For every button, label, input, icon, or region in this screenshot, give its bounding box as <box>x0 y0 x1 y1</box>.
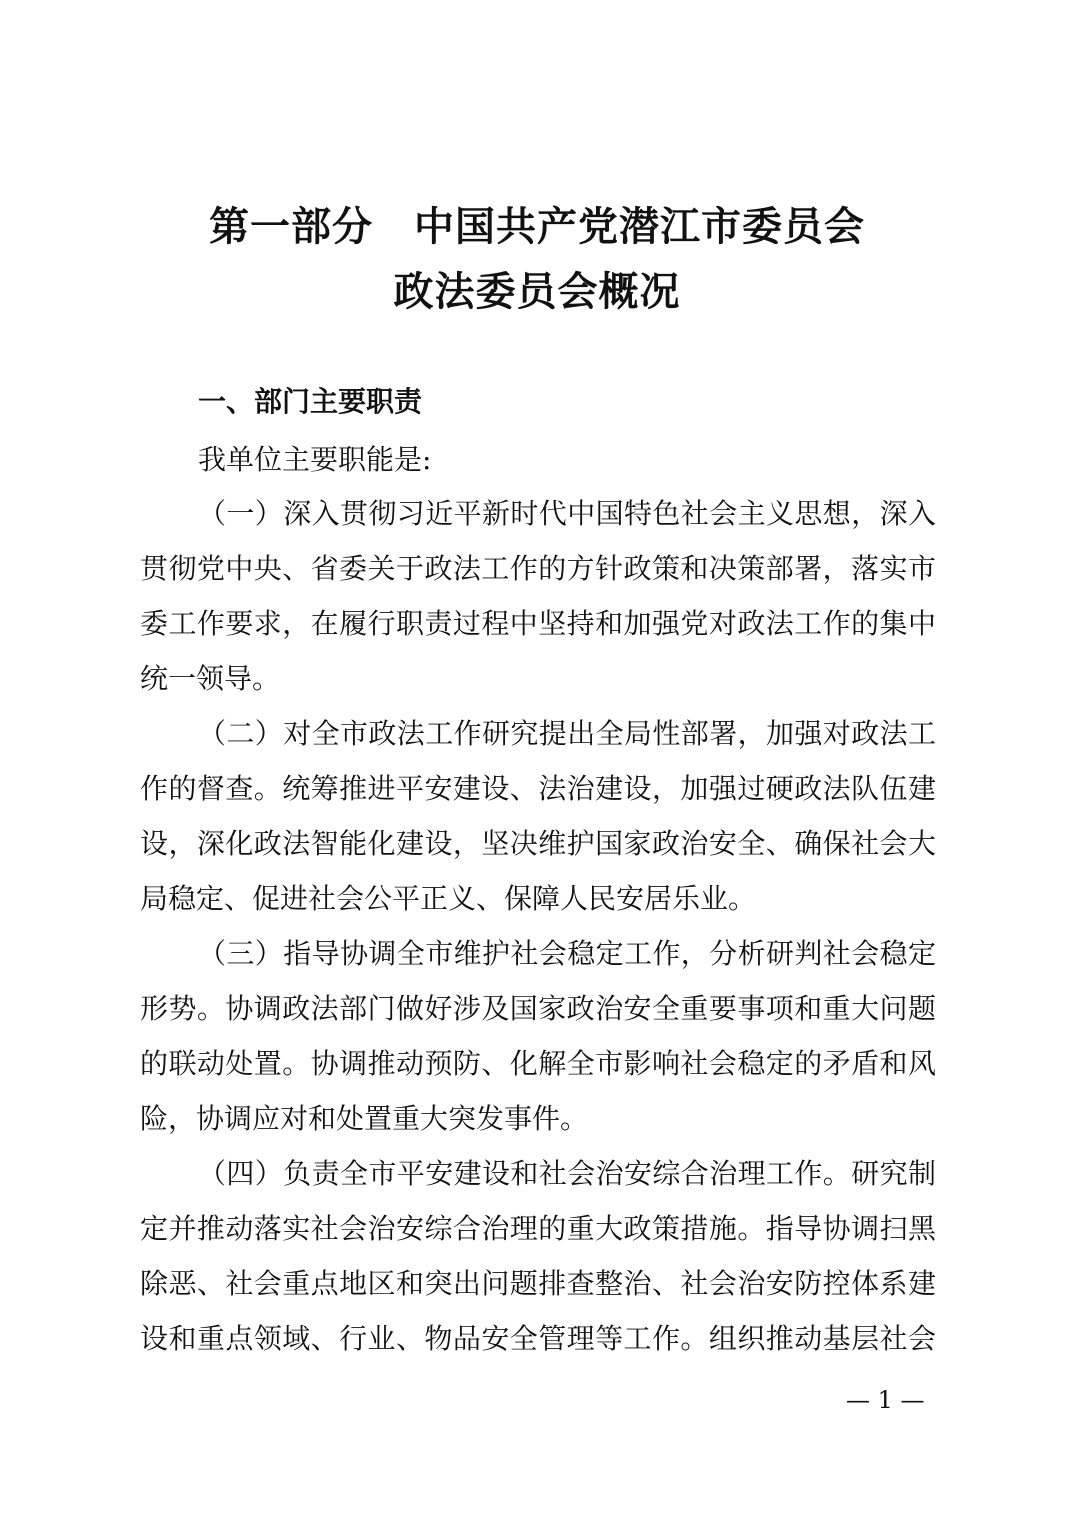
paragraph-4-line-2: 定并推动落实社会治安综合治理的重大政策措施。指导协调扫黑 <box>140 1212 936 1245</box>
paragraph-2-line-4: 局稳定、促进社会公平正义、保障人民安居乐业。 <box>140 882 757 915</box>
page-number: — 1 — <box>846 1386 925 1414</box>
paragraph-4-line-4: 设和重点领域、行业、物品安全管理等工作。组织推动基层社会 <box>140 1322 936 1355</box>
document-title-line-1: 第一部分 中国共产党潜江市委员会 <box>209 204 865 250</box>
paragraph-3-line-3: 的联动处置。协调推动预防、化解全市影响社会稳定的矛盾和风 <box>140 1047 936 1080</box>
paragraph-2-line-3: 设，深化政法智能化建设，坚决维护国家政治安全、确保社会大 <box>140 827 936 860</box>
section-heading: 一、部门主要职责 <box>198 385 423 418</box>
paragraph-3-line-1: （三）指导协调全市维护社会稳定工作，分析研判社会稳定 <box>198 937 936 970</box>
paragraph-2-line-2: 作的督查。统筹推进平安建设、法治建设，加强过硬政法队伍建 <box>140 772 936 805</box>
paragraph-4-line-1: （四）负责全市平安建设和社会治安综合治理工作。研究制 <box>198 1157 936 1190</box>
document-title-line-2: 政法委员会概况 <box>393 269 681 315</box>
intro-text: 我单位主要职能是: <box>198 443 432 476</box>
paragraph-1-line-2: 贯彻党中央、省委关于政法工作的方针政策和决策部署，落实市 <box>140 552 936 585</box>
paragraph-3-line-2: 形势。协调政法部门做好涉及国家政治安全重要事项和重大问题 <box>140 992 936 1025</box>
paragraph-1-line-4: 统一领导。 <box>140 662 281 695</box>
paragraph-4-line-3: 除恶、社会重点地区和突出问题排查整治、社会治安防控体系建 <box>140 1267 936 1300</box>
paragraph-1-line-3: 委工作要求，在履行职责过程中坚持和加强党对政法工作的集中 <box>140 607 936 640</box>
paragraph-1-line-1: （一）深入贯彻习近平新时代中国特色社会主义思想，深入 <box>198 497 936 530</box>
paragraph-3-line-4: 险，协调应对和处置重大突发事件。 <box>140 1102 589 1135</box>
paragraph-2-line-1: （二）对全市政法工作研究提出全局性部署，加强对政法工 <box>198 717 936 750</box>
